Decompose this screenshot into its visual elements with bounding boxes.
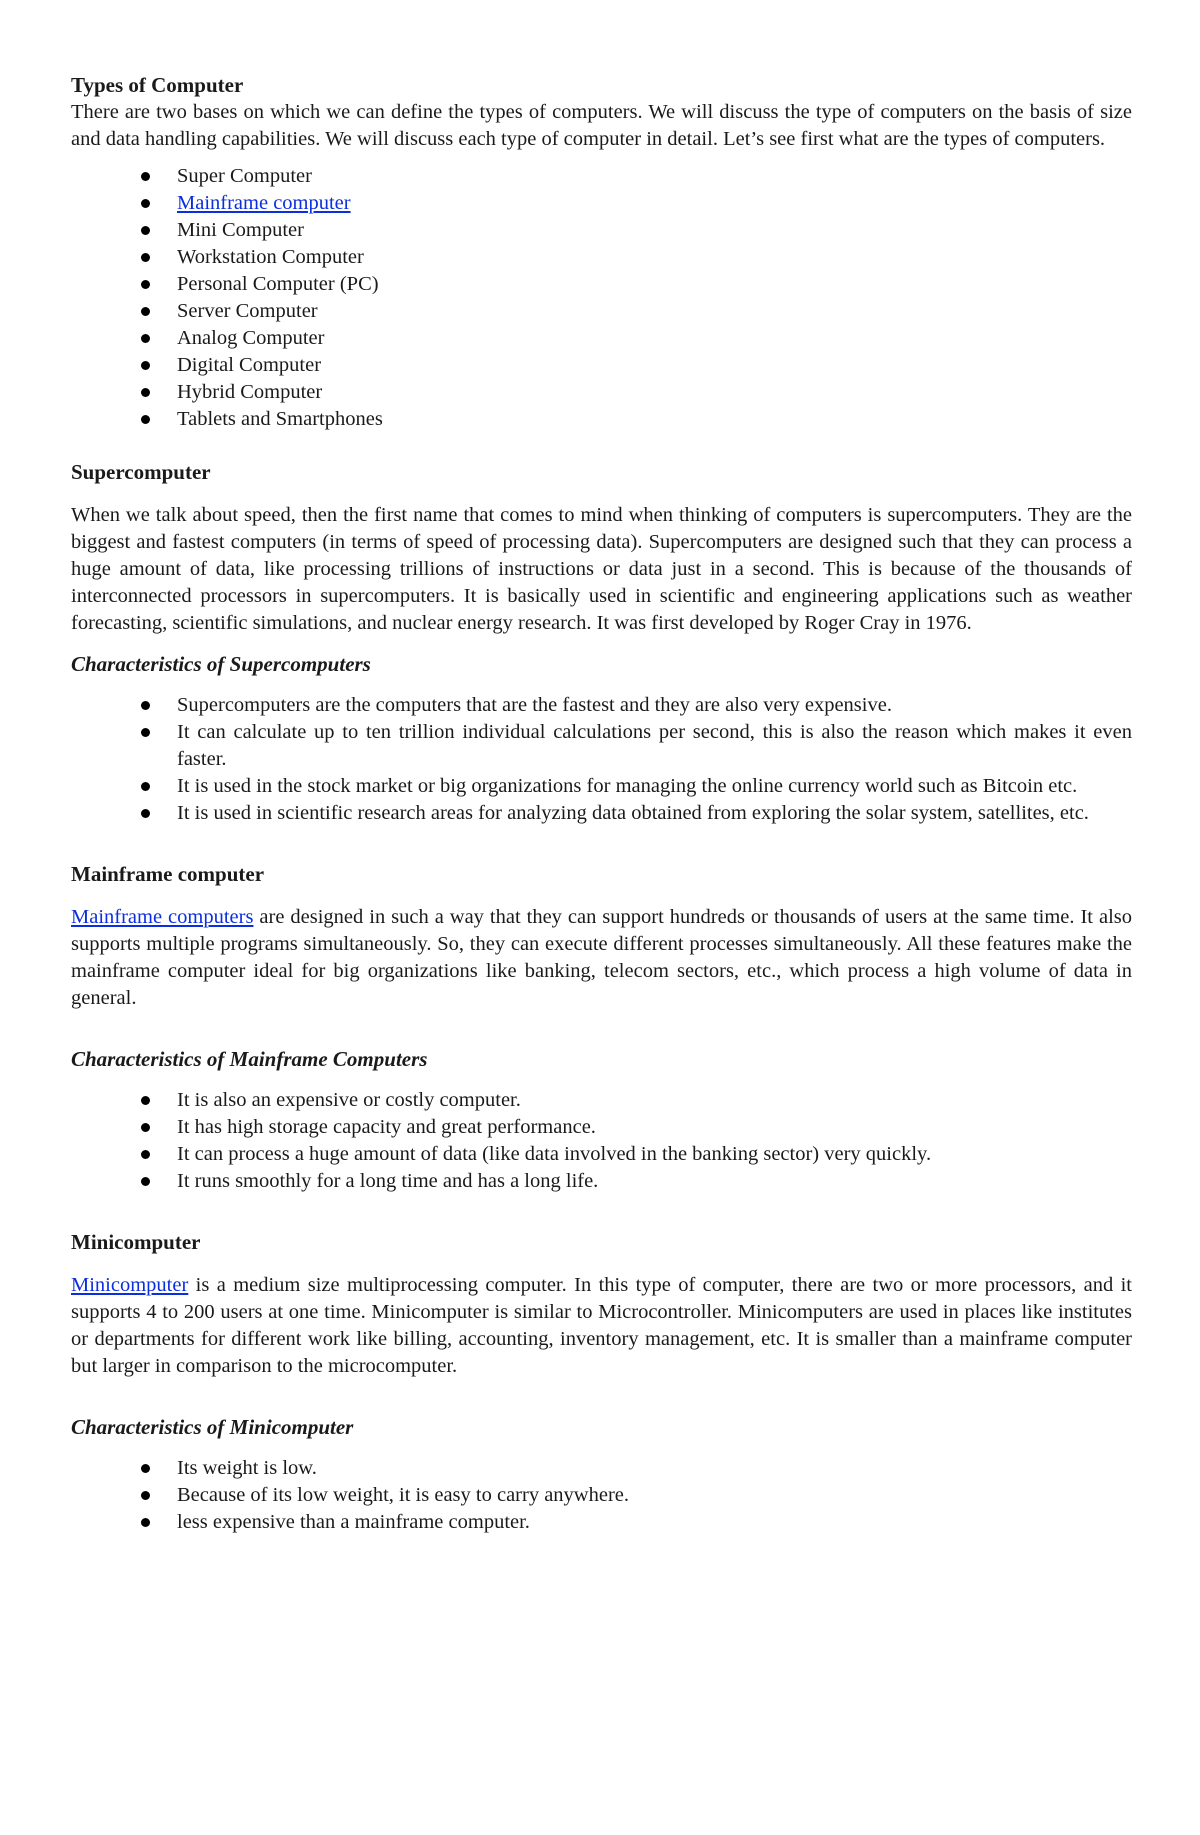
bullet-icon <box>141 1518 150 1527</box>
bullet-icon <box>141 415 150 424</box>
bullet-icon <box>141 1096 150 1105</box>
mainframe-characteristics-list <box>71 1087 1132 1195</box>
bullet-icon <box>141 172 150 181</box>
bullet-icon <box>141 1150 150 1159</box>
supercomputer-body: When we talk about speed, then the first name that comes to mind when thinking of computers is supercomputers. They are the biggest and fastest computers (in terms of speed of processing data). Supercomputers are designed such that they can process a huge amount of data, like processing trillions of instructions or data just in a second. This is because of the thousands of interconnected processors in supercomputers. It is basically used in scientific and engineering applications such as weather forecasting, scientific simulations, and nuclear energy research. It was first developed by Roger Cray in 1976. <box>71 504 1132 634</box>
list-item: Because of its low weight, it is easy to carry anywhere. <box>71 1482 1132 1509</box>
minicomputer-heading: Minicomputer <box>71 1230 201 1254</box>
supercomputer-heading: Supercomputer <box>71 460 211 484</box>
minicomputer-characteristics-heading: Characteristics of Minicomputer <box>71 1415 354 1439</box>
list-item: Workstation Computer <box>71 244 1132 271</box>
list-item: Super Computer <box>71 163 1132 190</box>
bullet-icon <box>141 307 150 316</box>
mainframe-computer-link[interactable]: Mainframe computer <box>177 192 351 214</box>
bullet-icon <box>141 701 150 710</box>
types-list <box>71 163 1132 433</box>
list-item: It runs smoothly for a long time and has a long life. <box>71 1168 1132 1195</box>
minicomputer-body: Minicomputer is a medium size multiprocessing computer. In this type of computer, there are two or more processors, and it supports 4 to 200 users at one time. Minicomputer is similar to Microcontroller. Minicomputers are used in places like institutes or departments for different work like billing, accounting, inventory management, etc. It is smaller than a mainframe computer but larger in comparison to the microcomputer. <box>71 1274 1132 1377</box>
supercomputer-characteristics-list <box>71 692 1132 827</box>
bullet-icon <box>141 280 150 289</box>
supercomputer-characteristics-heading: Characteristics of Supercomputers <box>71 652 371 676</box>
list-item: It can process a huge amount of data (like data involved in the banking sector) very quickly. <box>71 1141 1132 1168</box>
bullet-icon <box>141 1177 150 1186</box>
types-intro: There are two bases on which we can define the types of computers. We will discuss the type of computers on the basis of size and data handling capabilities. We will discuss each type of computer in detail. Let’s see first what are the types of computers. <box>71 101 1132 150</box>
bullet-icon <box>141 1123 150 1132</box>
list-item: It is used in the stock market or big organizations for managing the online currency world such as Bitcoin etc. <box>71 773 1132 800</box>
bullet-icon <box>141 782 150 791</box>
list-item: Mini Computer <box>71 217 1132 244</box>
minicomputer-characteristics-list <box>71 1455 1132 1536</box>
minicomputer-link[interactable]: Minicomputer <box>71 1274 189 1296</box>
bullet-icon <box>141 809 150 818</box>
mainframe-body: Mainframe computers are designed in such a way that they can support hundreds or thousands of users at the same time. It also supports multiple programs simultaneously. So, they can execute different processes simultaneously. All these features make the mainframe computer ideal for big organizations like banking, telecom sectors, etc., which process a high volume of data in general. <box>71 906 1132 1009</box>
list-item: Server Computer <box>71 298 1132 325</box>
list-item: Its weight is low. <box>71 1455 1132 1482</box>
document-content <box>71 72 1132 1536</box>
bullet-icon <box>141 361 150 370</box>
mainframe-computers-link[interactable]: Mainframe computers <box>71 906 254 928</box>
bullet-icon <box>141 1464 150 1473</box>
bullet-icon <box>141 253 150 262</box>
list-item: Analog Computer <box>71 325 1132 352</box>
list-item: less expensive than a mainframe computer. <box>71 1509 1132 1536</box>
bullet-icon <box>141 1491 150 1500</box>
mainframe-characteristics-heading: Characteristics of Mainframe Computers <box>71 1047 428 1071</box>
list-item: Supercomputers are the computers that are the fastest and they are also very expensive. <box>71 692 1132 719</box>
list-item: Hybrid Computer <box>71 379 1132 406</box>
list-item: Personal Computer (PC) <box>71 271 1132 298</box>
bullet-icon <box>141 334 150 343</box>
list-item <box>71 190 1132 217</box>
bullet-icon <box>141 388 150 397</box>
types-heading: Types of Computer <box>71 73 244 97</box>
mainframe-heading: Mainframe computer <box>71 862 265 886</box>
list-item: It is used in scientific research areas for analyzing data obtained from exploring the solar system, satellites, etc. <box>71 800 1132 827</box>
bullet-icon <box>141 199 150 208</box>
bullet-icon <box>141 728 150 737</box>
list-item: Digital Computer <box>71 352 1132 379</box>
list-item: It is also an expensive or costly computer. <box>71 1087 1132 1114</box>
list-item: Tablets and Smartphones <box>71 406 1132 433</box>
list-item: It has high storage capacity and great performance. <box>71 1114 1132 1141</box>
bullet-icon <box>141 226 150 235</box>
list-item: It can calculate up to ten trillion individual calculations per second, this is also the reason which makes it even faster. <box>71 719 1132 773</box>
